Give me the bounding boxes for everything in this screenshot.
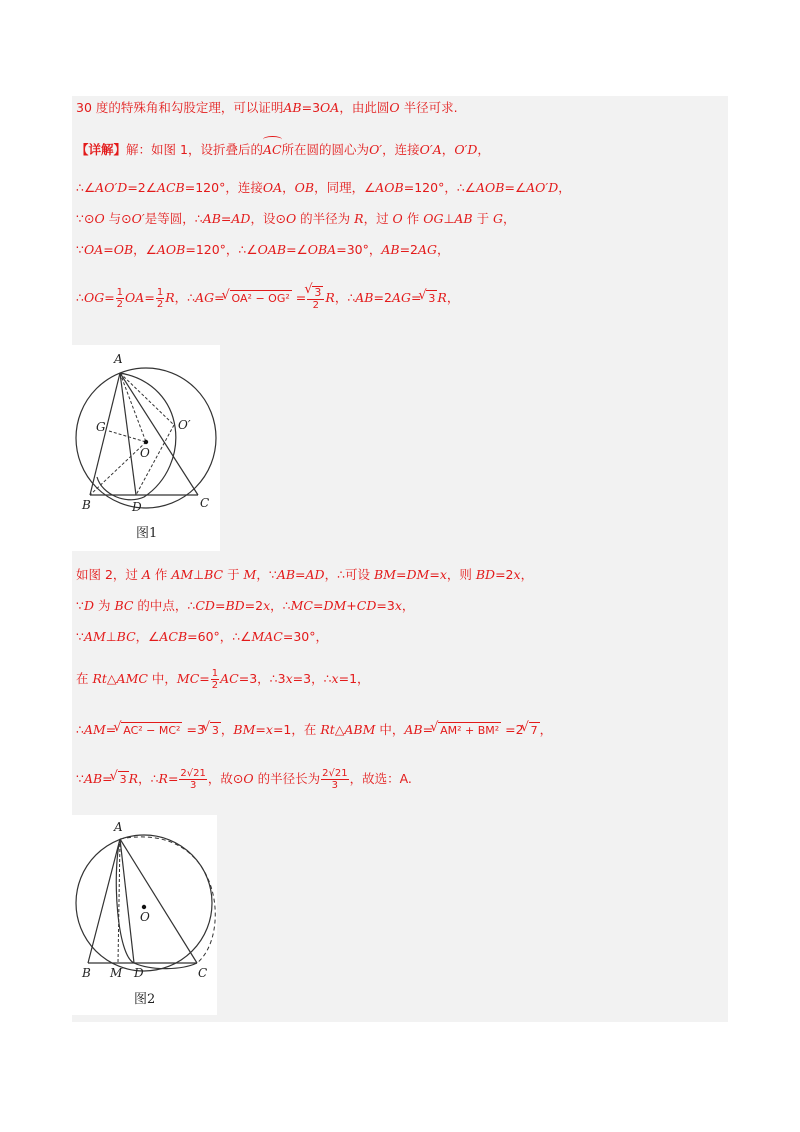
fraction-radius — [321, 768, 348, 791]
text: ∵⊙ — [76, 211, 95, 226]
math: AD — [231, 211, 251, 226]
text: = — [102, 771, 113, 786]
text: ，故⊙ — [207, 771, 244, 786]
text-line-12 — [76, 768, 412, 791]
text: ， — [477, 142, 490, 157]
text: 于 — [223, 567, 244, 582]
math: OB — [113, 242, 134, 257]
sqrt-7: √ 7 — [529, 722, 540, 739]
math: CD — [195, 598, 215, 613]
text-line-5 — [76, 242, 450, 258]
text: ，∠ — [135, 629, 160, 644]
figure-1-caption: 图1 — [136, 526, 158, 541]
text: = — [410, 290, 422, 305]
text-line-9 — [76, 629, 328, 645]
label-c: C — [200, 496, 210, 510]
text: ∴ — [76, 722, 84, 737]
math: OG — [83, 290, 105, 305]
text: =2∠ — [127, 180, 157, 195]
math: AM — [83, 629, 106, 644]
math: AOB — [476, 180, 505, 195]
text: ⊥ — [443, 211, 455, 226]
math: x — [265, 722, 273, 737]
math: AB — [381, 242, 400, 257]
sqrt-3: √ 3 — [426, 290, 437, 307]
sqrt-expr: √ OA² − OG² — [230, 290, 292, 307]
text-line-10 — [76, 668, 370, 691]
text: 于 — [472, 211, 494, 226]
text: =30°， — [282, 629, 328, 644]
text: ∴ — [76, 290, 84, 305]
text: = — [295, 290, 307, 305]
text: =∠ — [504, 180, 527, 195]
text: =120°，∴∠ — [185, 242, 258, 257]
math: OBA — [307, 242, 337, 257]
text: ，故选：A. — [349, 771, 412, 786]
math: ACB — [156, 180, 185, 195]
text: = — [255, 722, 266, 737]
sqrt-3: √ 3 — [312, 286, 323, 298]
fraction-half — [116, 287, 124, 310]
text: ， — [520, 567, 534, 582]
math: OA — [125, 290, 145, 305]
label-d: D — [134, 966, 144, 980]
math: BD — [225, 598, 245, 613]
text-line-8 — [76, 598, 414, 614]
text: ， — [401, 598, 415, 613]
figure-1 — [72, 345, 220, 551]
text: ，∴ — [334, 290, 356, 305]
text: ，∠ — [133, 242, 157, 257]
label-a: A — [114, 820, 123, 834]
text: =120°，∴∠ — [403, 180, 476, 195]
math: R — [165, 290, 175, 305]
text: ， — [220, 722, 234, 737]
text: = — [220, 211, 232, 226]
text: △ — [106, 671, 117, 686]
frac-den: 3 — [189, 780, 197, 791]
detail-tag: 【详解】 — [76, 142, 127, 157]
math: Rt — [320, 722, 335, 737]
math: AB — [355, 290, 374, 305]
math: MC — [290, 598, 313, 613]
math: O — [94, 211, 105, 226]
math: AB — [83, 771, 103, 786]
text: ， — [282, 180, 295, 195]
math: x — [513, 567, 521, 582]
text: 如图 2，过 — [76, 567, 142, 582]
text: ，∴ — [174, 290, 196, 305]
math: O — [243, 771, 254, 786]
math: R — [354, 211, 364, 226]
sqrt-expr: √ AM² + BM² — [438, 722, 501, 739]
text: ，则 — [446, 567, 476, 582]
math: M — [243, 567, 257, 582]
math: AG — [418, 242, 438, 257]
text: ∵ — [76, 242, 84, 257]
text: 在 — [76, 671, 93, 686]
frac-num: 2√21 — [322, 768, 348, 779]
math: G — [493, 211, 504, 226]
math: AB — [283, 100, 302, 115]
math: R — [325, 290, 335, 305]
text: ，由此圆 — [339, 100, 390, 115]
math: O — [392, 211, 403, 226]
math: O — [285, 211, 297, 226]
frac-den: 3 — [331, 780, 339, 791]
math: O — [389, 100, 400, 115]
math: BC — [116, 629, 136, 644]
text: ，过 — [363, 211, 393, 226]
math: O′D — [454, 142, 478, 157]
text: = — [144, 290, 155, 305]
label-c: C — [198, 966, 208, 980]
text: 作 — [402, 211, 424, 226]
math: x — [285, 671, 293, 686]
math: BC — [114, 598, 134, 613]
text-line-11 — [76, 722, 552, 739]
text-line-4 — [76, 211, 516, 227]
math: R — [437, 290, 447, 305]
text: 为 — [93, 598, 115, 613]
label-d: D — [132, 500, 142, 514]
math: OA — [83, 242, 104, 257]
math: AB — [454, 211, 473, 226]
math: x — [439, 567, 447, 582]
math: DM — [323, 598, 347, 613]
text: = — [105, 722, 117, 737]
text: ， — [437, 242, 450, 257]
text: ∵ — [76, 771, 84, 786]
text: =1， — [338, 671, 370, 686]
math: OG — [423, 211, 444, 226]
text: = — [312, 598, 324, 613]
text: ，同理，∠ — [314, 180, 376, 195]
text: 是等圆，∴ — [144, 211, 203, 226]
math: BM — [374, 567, 397, 582]
text: ，连接 — [382, 142, 420, 157]
text: + — [346, 598, 357, 613]
frac-den: 2 — [156, 299, 164, 310]
text: = — [422, 722, 434, 737]
math: AO′D — [526, 180, 559, 195]
math: ABM — [344, 722, 376, 737]
math: AM — [83, 722, 106, 737]
label-b: B — [82, 498, 91, 512]
text: 的半径为 — [296, 211, 355, 226]
figure-2 — [72, 815, 217, 1015]
math: ACB — [159, 629, 188, 644]
label-g: G — [96, 420, 106, 434]
text: ⊥ — [193, 567, 205, 582]
text: 中， — [147, 671, 177, 686]
text: = — [396, 567, 407, 582]
text: =3，∴3 — [238, 671, 286, 686]
text: =120°，连接 — [184, 180, 263, 195]
text: 半径可求. — [399, 100, 458, 115]
text: =60°，∴∠ — [187, 629, 252, 644]
text: =∠ — [286, 242, 308, 257]
text: = — [104, 290, 115, 305]
text: 中， — [375, 722, 405, 737]
frac-num: 1 — [211, 668, 219, 679]
figure-1-diagram — [72, 345, 220, 551]
text: ∴∠ — [76, 180, 96, 195]
text: =2 — [495, 567, 514, 582]
math: BC — [204, 567, 224, 582]
math: AB — [202, 211, 221, 226]
text-line-1 — [76, 100, 458, 116]
text-line-7 — [76, 567, 533, 583]
text: ， — [446, 290, 460, 305]
text: ⊥ — [105, 629, 117, 644]
math: O′ — [131, 211, 145, 226]
fraction-sqrt3-over-2 — [307, 286, 324, 311]
math: x — [394, 598, 402, 613]
math: D — [83, 598, 94, 613]
math: R — [158, 771, 168, 786]
math: OA — [320, 100, 340, 115]
text: ， — [441, 142, 455, 157]
frac-num: 1 — [156, 287, 164, 298]
figure-2-caption: 图2 — [134, 992, 156, 1007]
text: = — [214, 290, 225, 305]
text: 所在圆的圆心为 — [281, 142, 370, 157]
label-o: O — [140, 910, 150, 924]
text-line-3 — [76, 180, 571, 196]
text: =3，∴ — [292, 671, 332, 686]
text: ∵ — [76, 629, 84, 644]
math: BM — [233, 722, 256, 737]
sqrt-3: √ 3 — [118, 771, 129, 788]
text: = — [295, 567, 306, 582]
frac-num — [307, 286, 324, 300]
text: =30°， — [336, 242, 382, 257]
math: OB — [294, 180, 315, 195]
math: AB — [404, 722, 423, 737]
math: AC — [220, 671, 239, 686]
text: 的半径长为 — [253, 771, 321, 786]
math: O′ — [369, 142, 383, 157]
math: AB — [276, 567, 296, 582]
frac-num: 2√21 — [180, 768, 206, 779]
math: x — [263, 598, 271, 613]
math: MAC — [251, 629, 283, 644]
math: AOB — [375, 180, 404, 195]
math: AMC — [116, 671, 148, 686]
text: =2 — [399, 242, 419, 257]
text-line-6 — [76, 286, 459, 311]
math: Rt — [92, 671, 107, 686]
label-o: O — [140, 446, 150, 460]
label-b: B — [82, 966, 91, 980]
text: 作 — [150, 567, 172, 582]
math: DM — [406, 567, 430, 582]
text: ， — [503, 211, 516, 226]
fraction-radius — [179, 768, 206, 791]
math: AO′D — [95, 180, 128, 195]
frac-num: 1 — [116, 287, 124, 298]
math: OAB — [257, 242, 287, 257]
math: AD — [305, 567, 325, 582]
arc-ac: AC — [263, 136, 282, 158]
math: AG — [195, 290, 215, 305]
math: R — [128, 771, 139, 786]
text: =2 — [505, 722, 524, 737]
text: =3 — [376, 598, 395, 613]
math: O′A — [419, 142, 442, 157]
math: MC — [176, 671, 200, 686]
fraction-half — [211, 668, 219, 691]
math: OA — [262, 180, 283, 195]
text: =3 — [301, 100, 321, 115]
text: 解：如图 1，设折叠后的 — [126, 142, 263, 157]
text: △ — [334, 722, 345, 737]
label-a: A — [114, 352, 123, 366]
text: ， — [558, 180, 571, 195]
label-m: M — [110, 966, 123, 980]
math: AOB — [156, 242, 186, 257]
sqrt-expr: √ AC² − MC² — [121, 722, 182, 739]
math: CD — [356, 598, 377, 613]
math: x — [331, 671, 339, 686]
text: ∵ — [76, 598, 84, 613]
text: ， — [539, 722, 553, 737]
text: =3 — [186, 722, 205, 737]
frac-den: 2 — [116, 299, 124, 310]
text: =2 — [244, 598, 264, 613]
text: = — [214, 598, 226, 613]
text: 30 度的特殊角和勾股定理，可以证明 — [76, 100, 284, 115]
frac-den: 2 — [211, 680, 219, 691]
text: = — [103, 242, 114, 257]
text: =1，在 — [272, 722, 321, 737]
text: 与⊙ — [104, 211, 132, 226]
label-o-prime: O′ — [178, 418, 191, 432]
text-line-2 — [76, 136, 490, 158]
text: ，∵ — [256, 567, 277, 582]
text: ，∴ — [138, 771, 159, 786]
text: = — [167, 771, 179, 786]
frac-den: 2 — [312, 300, 319, 311]
text: =2 — [373, 290, 392, 305]
text: = — [199, 671, 210, 686]
text: = — [429, 567, 440, 582]
text: ，∴可设 — [324, 567, 375, 582]
sqrt-3: √ 3 — [210, 722, 221, 739]
figure-2-diagram — [72, 815, 217, 1015]
text: 的中点，∴ — [133, 598, 196, 613]
math: AM — [171, 567, 194, 582]
text: ，设⊙ — [250, 211, 286, 226]
text: ，∴ — [270, 598, 291, 613]
math: AG — [391, 290, 411, 305]
math: A — [141, 567, 151, 582]
math: BD — [475, 567, 496, 582]
fraction-half — [156, 287, 164, 310]
